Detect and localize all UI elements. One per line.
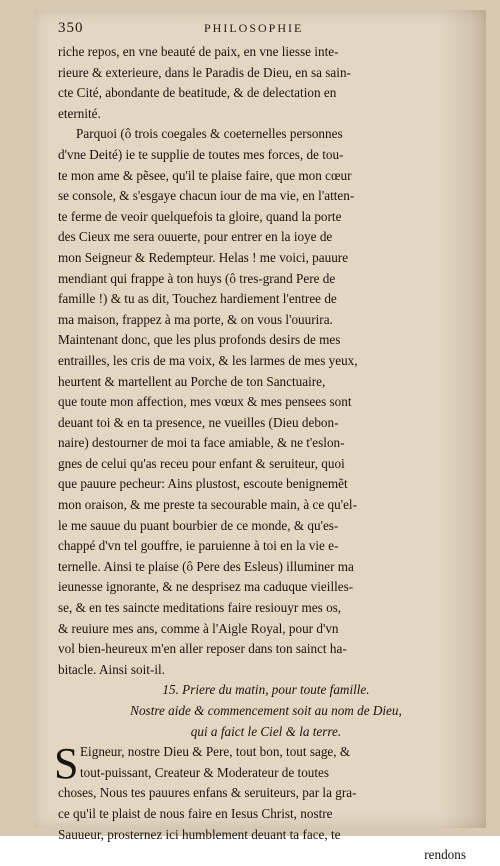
- prayer-paragraph: [54, 739, 474, 866]
- text-line: te ferme de veoir quelquefois ta gloire, quand la porte: [58, 208, 342, 224]
- text-line: que pauure pecheur: Ains plustost, escoute benignemẽt: [58, 476, 348, 492]
- text-line: Parquoi (ô trois coegales & coeternelles personnes: [76, 126, 343, 142]
- running-title: PHILOSOPHIE: [204, 21, 304, 35]
- text-line: ieunesse ignorante, & ne desprisez ma caduque vieilles-: [58, 579, 354, 595]
- text-line: ma maison, frappez à ma porte, & on vous l'ouurira.: [58, 311, 333, 327]
- text-line: cte Cité, abondante de beatitude, & de delectation en: [58, 85, 337, 101]
- text-line: heurtent & martellent au Porche de ton Sanctuaire,: [58, 373, 326, 389]
- text-line: chappé d'vn tel gouffre, ie paruienne à toi en la vie e-: [58, 538, 339, 554]
- text-line: vol bien-heureux m'en aller reposer dans ton sainct ha-: [58, 641, 347, 657]
- section-heading: 15. Priere du matin, pour toute famille.: [162, 682, 370, 698]
- text-line: tout-puissant, Createur & Moderateur de toutes: [80, 764, 330, 780]
- text-line: mon oraison, & me preste ta secourable main, à ce qu'el-: [58, 497, 357, 513]
- text-line: mon Seigneur & Redempteur. Helas ! me voici, pauure: [58, 249, 349, 265]
- text-line: Sauueur, prosternez ici humblement deuant ta face, te: [58, 826, 341, 842]
- section-subheading: Nostre aide & commencement soit au nom de Dieu,: [130, 703, 402, 718]
- text-line: le me sauue du puant bourbier de ce monde, & qu'es-: [58, 517, 339, 533]
- text-block: [54, 42, 474, 866]
- text-line: se console, & s'esgaye chacun iour de ma vie, en l'atten-: [58, 188, 355, 204]
- text-line: ce qu'il te plaist de nous faire en Iesus Christ, nostre: [58, 805, 333, 821]
- text-line: ternelle. Ainsi te plaise (ô Pere des Esleus) illuminer ma: [58, 558, 354, 574]
- text-line: naire) destourner de moi ta face amiable, & ne t'eslon-: [58, 435, 345, 451]
- page-header: [58, 20, 478, 40]
- text-line: d'vne Deité) ie te supplie de toutes mes forces, de tou-: [58, 146, 344, 162]
- text-line: & reuiure mes ans, comme à l'Aigle Royal, pour d'vn: [58, 620, 339, 636]
- text-line: choses, Nous tes pauures enfans & seruiteurs, par la gra-: [58, 785, 357, 801]
- text-line: que toute mon affection, mes vœux & mes pensees sont: [58, 394, 352, 410]
- text-line: rieure & exterieure, dans le Paradis de Dieu, en sa sain-: [58, 64, 351, 80]
- text-line: te mon ame & pẽsee, qu'il te plaise faire, que mon cœur: [58, 167, 352, 183]
- page-number: 350: [58, 20, 84, 36]
- text-line: Eigneur, nostre Dieu & Pere, tout bon, tout sage, &: [80, 744, 351, 760]
- text-line: entrailles, les cris de ma voix, & les larmes de mes yeux,: [58, 352, 358, 368]
- text-line: gnes de celui qu'as receu pour enfant & seruiteur, quoi: [58, 455, 345, 471]
- text-line: eternité.: [58, 105, 101, 121]
- text-line: bitacle. Ainsi soit-il.: [58, 661, 165, 677]
- text-line: des Cieux me sera ouuerte, pour entrer en la ioye de: [58, 229, 333, 245]
- text-line: deuant toi & en ta presence, ne vueilles (Dieu debon-: [58, 414, 339, 430]
- section-subheading: qui a faict le Ciel & la terre.: [190, 723, 342, 739]
- text-line: Maintenant donc, que les plus profonds desirs de mes: [58, 332, 341, 348]
- text-line: famille !) & tu as dit, Touchez hardiement l'entree de: [58, 291, 337, 307]
- catchword: rendons: [424, 847, 466, 863]
- text-line: mendiant qui frappe à ton huys (ô tres-grand Pere de: [58, 270, 336, 286]
- text-line: riche repos, en vne beauté de paix, en vne liesse inte-: [58, 44, 339, 59]
- drop-cap: S: [54, 739, 79, 789]
- text-line: se, & en tes saincte meditations faire resiouyr mes os,: [58, 600, 342, 616]
